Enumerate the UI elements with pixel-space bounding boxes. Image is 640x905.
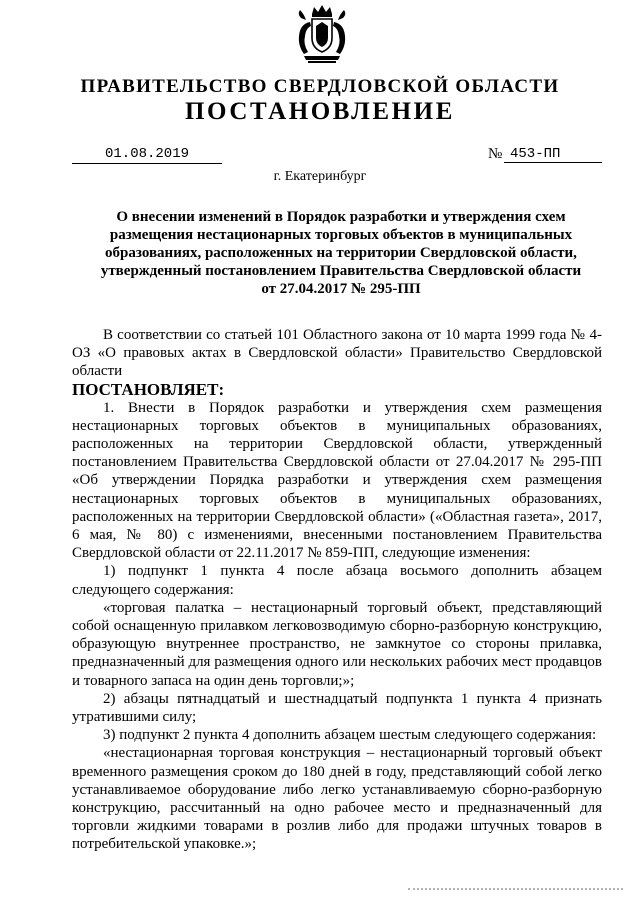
document-body: [72, 326, 602, 854]
city-line: г. Екатеринбург: [273, 169, 367, 184]
document-heading: [98, 208, 584, 298]
heading-line: образованиях, расположенных на территории Свердловской области,: [105, 245, 577, 261]
subitem-2-paragraph: 2) абзацы пятнадцатый и шестнадцатый подпункта 1 пункта 4 признать утратившими силу;: [72, 690, 602, 726]
decree-word: ПОСТАНОВЛЯЕТ:: [72, 379, 225, 399]
footer-service-note: [408, 888, 623, 892]
heading-line: О внесении изменений в Порядок разработки и утверждения схем: [116, 209, 566, 225]
government-name: ПРАВИТЕЛЬСТВО СВЕРДЛОВСКОЙ ОБЛАСТИ: [80, 76, 560, 97]
subitem-1-paragraph: 1) подпункт 1 пункта 4 после абзаца восьмого дополнить абзацем следующего содержания:: [72, 563, 602, 598]
heading-line: размещения нестационарных торговых объектов в муниципальных: [109, 227, 573, 243]
document-number: 453-ПП: [504, 146, 602, 163]
coat-of-arms-icon: [294, 4, 350, 64]
number-prefix: №: [488, 146, 503, 162]
heading-line: утвержденный постановлением Правительства Свердловской области: [100, 263, 582, 279]
item-1-paragraph: 1. Внести в Порядок разработки и утверждения схем размещения нестационарных торговых объектов в муниципальных образованиях, расположенных на территории Свердловской области, утвержденный постановлением Правительства Свердловской области от 27.04.2017 № 295-ПП «Об утверждении Порядка разработки и утверждения схем размещения нестационарных торговых объектов в муниципальных образованиях, расположенных на территории Свердловской области» («Областная газета», 2017, 6 мая, № 80) с изменениями, внесенными постановлением Правительства Свердловской области от 22.11.2017 № 859-ПП, следующие изменения:: [72, 399, 602, 562]
document-date: 01.08.2019: [72, 146, 222, 164]
subitem-3-paragraph: 3) подпункт 2 пункта 4 дополнить абзацем шестым следующего содержания:: [103, 727, 597, 744]
quote-1-paragraph: «торговая палатка – нестационарный торговый объект, представляющий собой оснащенную прилавком легковозводимую сборно-разборную конструкцию, образующую внутреннее пространство, не замкнутое со стороны прилавка, предназначенный для размещения одного или нескольких рабочих мест продавцов и товарного запаса на один день торговли;»;: [72, 599, 602, 689]
document-type: ПОСТАНОВЛЕНИЕ: [184, 98, 456, 125]
heading-line: от 27.04.2017 № 295-ПП: [261, 281, 421, 297]
quote-2-paragraph: «нестационарная торговая конструкция – нестационарный торговый объект временного размещения сроком до 180 дней в году, представляющий собой легко устанавливаемое оборудование либо легко устанавливаемую сборно-разборную конструкцию, рассчитанный на одно рабочее место и предназначенный для торговли жидкими товарами в розлив либо для продажи штучных товаров в потребительской упаковке.»;: [72, 745, 602, 853]
preamble-paragraph: В соответствии со статьей 101 Областного закона от 10 марта 1999 года № 4-ОЗ «О правовых актах в Свердловской области» Правительство Свердловской области: [72, 327, 602, 380]
